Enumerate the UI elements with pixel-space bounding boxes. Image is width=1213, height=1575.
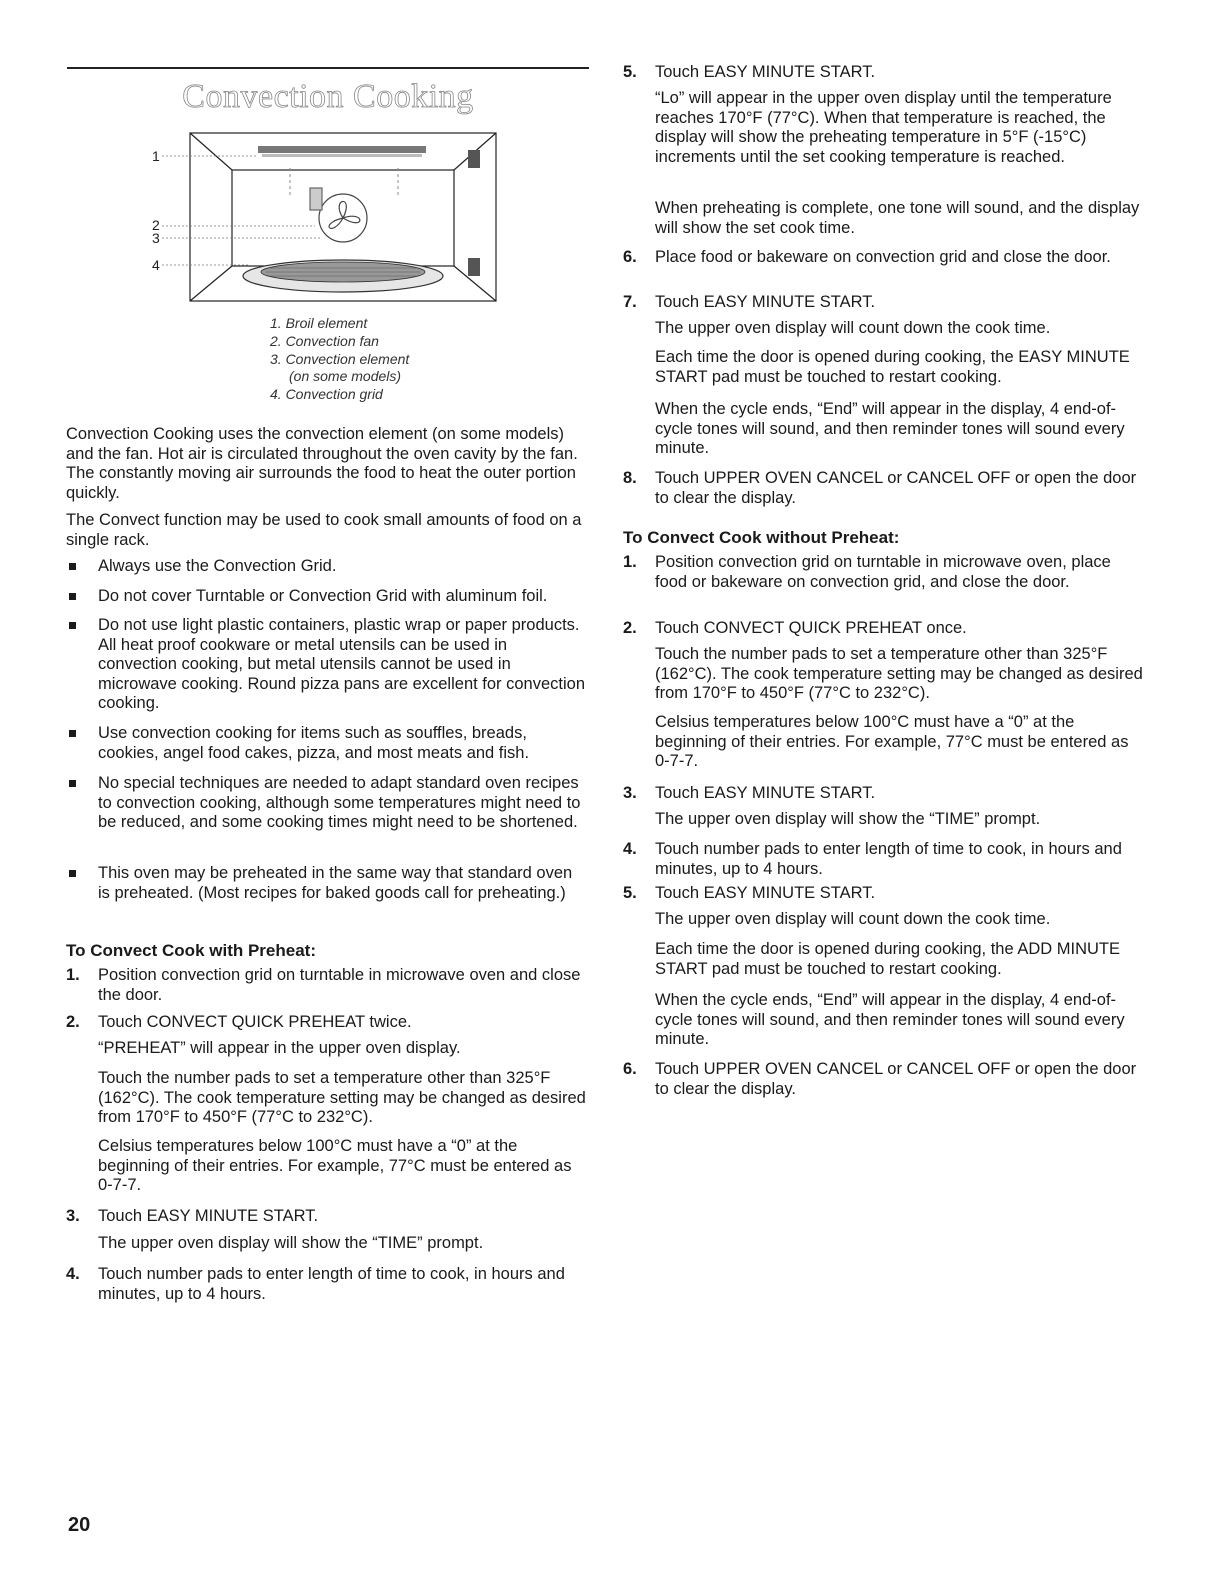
step-note: The upper oven display will count down the cook time. — [655, 910, 1051, 928]
legend-item: 1. Broil element — [270, 315, 368, 331]
step-note: When preheating is complete, one tone will sound, and the display will show the set cook time. — [655, 199, 1140, 237]
bullet-icon — [69, 730, 76, 737]
step-note: Each time the door is opened during cooking, the ADD MINUTE START pad must be touched to restart cooking. — [655, 940, 1120, 978]
step-note: When the cycle ends, “End” will appear in the display, 4 end-of-cycle tones will sound, and then reminder tones will sound every minute. — [655, 400, 1125, 457]
bullet-icon — [69, 622, 76, 629]
step-note: Celsius temperatures below 100°C must have a “0” at the beginning of their entries. For example, 77°C must be entered as 0-7-7. — [98, 1137, 572, 1194]
page-number: 20 — [68, 1514, 91, 1536]
step: 6. Touch UPPER OVEN CANCEL or CANCEL OFF or open the door to clear the display. — [623, 1060, 1137, 1098]
step: 1. Position convection grid on turntable in microwave oven, place food or bakeware on convection grid, and close the door. — [623, 553, 1111, 591]
step-note: Celsius temperatures below 100°C must have a “0” at the beginning of their entries. For example, 77°C must be entered as 0-7-7. — [655, 713, 1129, 770]
step: 7. Touch EASY MINUTE START. — [623, 293, 876, 311]
list-item: No special techniques are needed to adapt standard oven recipes to convection cooking, although some temperatures might need to be reduced, and some cooking times might need to be shortened. — [66, 774, 588, 833]
page-title: Convection Cooking — [182, 78, 474, 115]
step: 1. Position convection grid on turntable in microwave oven and close the door. — [66, 966, 581, 1004]
section-heading: To Convect Cook without Preheat: — [623, 528, 900, 547]
broil-element — [258, 146, 426, 153]
legend-item: 2. Convection fan — [270, 333, 379, 349]
legend-item-note: (on some models) — [289, 368, 402, 384]
bullet-icon — [69, 870, 76, 877]
bullet-icon — [69, 780, 76, 787]
step-note: Touch the number pads to set a temperature other than 325°F (162°C). The cook temperature setting may be changed as desired from 170°F to 450°F (77°C to 232°C). — [98, 1069, 586, 1126]
legend-item: 4. Convection grid — [270, 386, 383, 402]
list-item: Do not use light plastic containers, plastic wrap or paper products. All heat proof cookware or metal utensils can be used in convection cooking, but metal utensils cannot be used in microwave cooking. Round pizza pans are excellent for convection cooking. — [66, 616, 588, 714]
intro-paragraph: The Convect function may be used to cook small amounts of food on a single rack. — [66, 511, 582, 549]
callout-4: 4 — [152, 257, 160, 273]
callout-1: 1 — [152, 148, 160, 164]
step: 5. Touch EASY MINUTE START. — [623, 884, 876, 902]
section-heading: To Convect Cook with Preheat: — [66, 941, 316, 960]
step: 4. Touch number pads to enter length of time to cook, in hours and minutes, up to 4 hours. — [66, 1265, 565, 1303]
step-note: Each time the door is opened during cooking, the EASY MINUTE START pad must be touched to restart cooking. — [655, 348, 1130, 386]
step-note: “Lo” will appear in the upper oven display until the temperature reaches 170°F (77°C). When that temperature is reached, the display will show the preheating temperature in 5°F (-15°C) increments until the set cooking temperature is reached. — [655, 89, 1112, 166]
step: 2. Touch CONVECT QUICK PREHEAT twice. — [66, 1013, 412, 1031]
callout-2: 2 — [152, 217, 160, 233]
step-note: The upper oven display will show the “TIME” prompt. — [655, 810, 1041, 828]
step: 8. Touch UPPER OVEN CANCEL or CANCEL OFF or open the door to clear the display. — [623, 469, 1137, 507]
legend-item: 3. Convection element — [270, 351, 410, 367]
step-note: When the cycle ends, “End” will appear in the display, 4 end-of-cycle tones will sound, and then reminder tones will sound every minute. — [655, 991, 1125, 1048]
list-item: This oven may be preheated in the same way that standard oven is preheated. (Most recipes for baked goods call for preheating.) — [66, 864, 588, 903]
intro-paragraph: Convection Cooking uses the convection element (on some models) and the fan. Hot air is circulated throughout the oven cavity by the fan. The constantly moving air surrounds the food to heat the outer portion quickly. — [66, 425, 578, 502]
step: 3. Touch EASY MINUTE START. — [623, 784, 876, 802]
diagram-legend — [270, 315, 530, 404]
step: 2. Touch CONVECT QUICK PREHEAT once. — [623, 619, 967, 637]
oven-diagram — [140, 128, 508, 308]
step: 5. Touch EASY MINUTE START. — [623, 63, 876, 81]
list-item: Always use the Convection Grid. — [66, 557, 588, 577]
callout-3: 3 — [152, 230, 160, 246]
step-note: The upper oven display will show the “TIME” prompt. — [98, 1234, 484, 1252]
step: 3. Touch EASY MINUTE START. — [66, 1207, 319, 1225]
list-item: Do not cover Turntable or Convection Grid with aluminum foil. — [66, 587, 588, 607]
convection-fan — [310, 188, 367, 242]
step: 4. Touch number pads to enter length of time to cook, in hours and minutes, up to 4 hours. — [623, 840, 1122, 878]
bullet-icon — [69, 593, 76, 600]
step: 6. Place food or bakeware on convection grid and close the door. — [623, 248, 1111, 266]
list-item: Use convection cooking for items such as souffles, breads, cookies, angel food cakes, pizza, and most meats and fish. — [66, 724, 588, 763]
bullet-icon — [69, 563, 76, 570]
step-note: The upper oven display will count down the cook time. — [655, 319, 1051, 337]
step-note: Touch the number pads to set a temperature other than 325°F (162°C). The cook temperature setting may be changed as desired from 170°F to 450°F (77°C to 232°C). — [655, 645, 1143, 702]
header-rule — [67, 67, 589, 69]
step-note: “PREHEAT” will appear in the upper oven display. — [98, 1039, 461, 1057]
